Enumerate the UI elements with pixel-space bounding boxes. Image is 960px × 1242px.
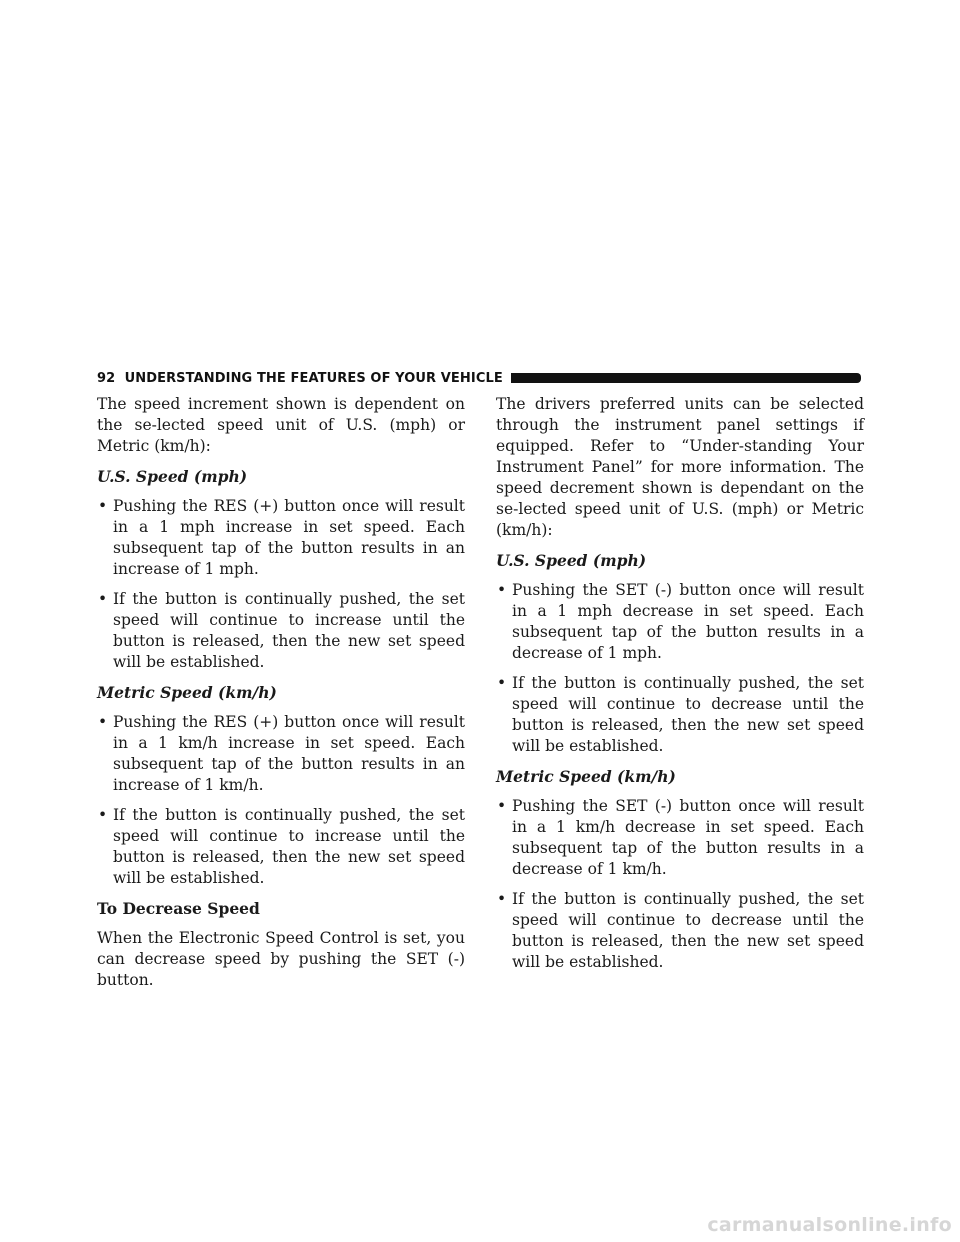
- list-item: [97, 589, 465, 673]
- list-item: [97, 712, 465, 796]
- page-number: 92: [97, 370, 116, 386]
- header-rule: [511, 373, 861, 383]
- bullet-icon: •: [98, 497, 108, 515]
- list-item-text: If the button is continually pushed, the set speed will continue to increase until the button is released, then the new set speed will be established.: [113, 590, 465, 671]
- list-item: [496, 673, 864, 757]
- left-us-heading: U.S. Speed (mph): [97, 467, 248, 486]
- left-column: [97, 394, 465, 1000]
- bullet-icon: •: [497, 581, 507, 599]
- left-metric-list: [97, 712, 465, 889]
- bullet-icon: •: [98, 806, 108, 824]
- left-intro: The speed increment shown is dependent on the se-lected speed unit of U.S. (mph) or Metric (km/h):: [97, 395, 465, 455]
- bullet-icon: •: [98, 713, 108, 731]
- bullet-icon: •: [497, 674, 507, 692]
- list-item-text: Pushing the SET (-) button once will result in a 1 mph decrease in set speed. Each subsequent tap of the button results in a decrease of 1 mph.: [512, 581, 864, 662]
- right-us-heading: U.S. Speed (mph): [496, 551, 647, 570]
- left-us-list: [97, 496, 465, 673]
- left-metric-heading: Metric Speed (km/h): [97, 683, 277, 702]
- list-item: [496, 889, 864, 973]
- list-item-text: If the button is continually pushed, the set speed will continue to decrease until the button is released, then the new set speed will be established.: [512, 890, 864, 971]
- right-column: [496, 394, 864, 982]
- list-item: [496, 580, 864, 664]
- right-metric-list: [496, 796, 864, 973]
- section-title: UNDERSTANDING THE FEATURES OF YOUR VEHICLE: [124, 370, 503, 386]
- page-header: [97, 369, 861, 387]
- bullet-icon: •: [497, 797, 507, 815]
- right-us-list: [496, 580, 864, 757]
- decrease-text: When the Electronic Speed Control is set, you can decrease speed by pushing the SET (-) button.: [97, 929, 465, 989]
- list-item: [97, 496, 465, 580]
- bullet-icon: •: [98, 590, 108, 608]
- list-item-text: Pushing the RES (+) button once will result in a 1 mph increase in set speed. Each subsequent tap of the button results in an increase of 1 mph.: [113, 497, 465, 578]
- list-item: [97, 805, 465, 889]
- list-item: [496, 796, 864, 880]
- right-intro: The drivers preferred units can be selected through the instrument panel settings if equipped. Refer to “Under-standing Your Instrument Panel” for more information. The speed decrement shown is dependant on the se-lected speed unit of U.S. (mph) or Metric (km/h):: [496, 395, 864, 539]
- right-metric-heading: Metric Speed (km/h): [496, 767, 676, 786]
- watermark: carmanualsonline.info: [707, 1214, 952, 1236]
- list-item-text: If the button is continually pushed, the set speed will continue to increase until the button is released, then the new set speed will be established.: [113, 806, 465, 887]
- list-item-text: Pushing the SET (-) button once will result in a 1 km/h decrease in set speed. Each subsequent tap of the button results in a decrease of 1 km/h.: [512, 797, 864, 878]
- decrease-heading: To Decrease Speed: [97, 899, 260, 918]
- bullet-icon: •: [497, 890, 507, 908]
- page-header-text: [97, 371, 503, 386]
- list-item-text: Pushing the RES (+) button once will result in a 1 km/h increase in set speed. Each subsequent tap of the button results in an increase of 1 km/h.: [113, 713, 465, 794]
- list-item-text: If the button is continually pushed, the set speed will continue to decrease until the button is released, then the new set speed will be established.: [512, 674, 864, 755]
